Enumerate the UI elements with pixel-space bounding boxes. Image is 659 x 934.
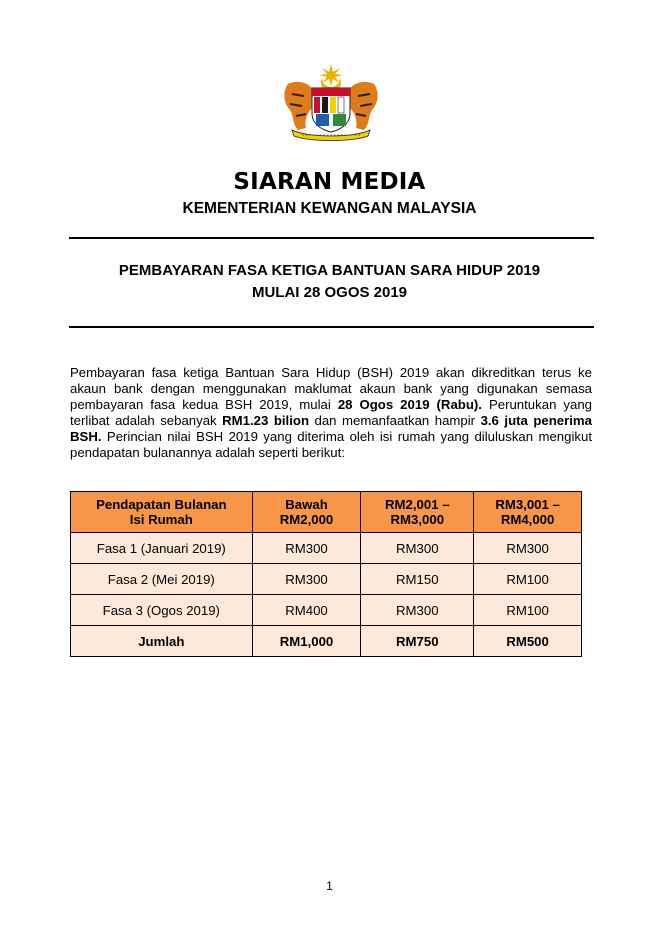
- table-header-cell: RM2,001 – RM3,000: [361, 492, 474, 533]
- headline-line-1: PEMBAYARAN FASA KETIGA BANTUAN SARA HIDUP 2019: [118, 262, 541, 279]
- body-text-2: Peruntukan yang terlibat adalah sebanyak: [70, 397, 593, 428]
- page-title: SIARAN MEDIA: [233, 169, 426, 195]
- table-cell: Jumlah: [71, 626, 253, 657]
- table-header-cell: Bawah RM2,000: [252, 492, 361, 533]
- body-text-1: Pembayaran fasa ketiga Bantuan Sara Hidup (BSH) 2019 akan dikreditkan terus ke akaun bank dengan menggunakan maklumat akaun bank yang digunakan semasa pembayaran fasa kedua BSH 2019, mulai: [70, 365, 592, 412]
- table-total-row: [71, 626, 582, 657]
- table-cell: RM150: [361, 564, 474, 595]
- headline-line-2: MULAI 28 OGOS 2019: [251, 284, 408, 301]
- table-cell: RM1,000: [252, 626, 361, 657]
- table-cell: RM100: [474, 564, 582, 595]
- table-row: [71, 595, 582, 626]
- page-number: 1: [326, 879, 333, 893]
- divider-top: [69, 237, 594, 239]
- body-text-3: dan memanfaatkan hampir: [309, 413, 481, 428]
- table-cell: RM300: [361, 533, 474, 564]
- table-cell: RM300: [474, 533, 582, 564]
- table-cell: RM400: [252, 595, 361, 626]
- body-text-4: Perincian nilai BSH 2019 yang diterima oleh isi rumah yang diluluskan mengikut pendapatan bulanannya adalah seperti berikut:: [70, 429, 592, 460]
- ministry-name: KEMENTERIAN KEWANGAN MALAYSIA: [182, 200, 477, 217]
- body-paragraph: [70, 365, 592, 461]
- table-row: [71, 564, 582, 595]
- table-header-row: [71, 492, 582, 533]
- bsh-payment-table: [70, 491, 582, 657]
- body-amount-bold: RM1.23 bilion: [222, 413, 309, 428]
- table-cell: RM300: [361, 595, 474, 626]
- table-header-cell: Pendapatan Bulanan Isi Rumah: [71, 492, 253, 533]
- body-recipients-bold: 3.6 juta penerima BSH.: [70, 413, 592, 444]
- table-row: [71, 533, 582, 564]
- coat-of-arms-icon: [278, 64, 384, 142]
- table-cell: RM750: [361, 626, 474, 657]
- table-cell: Fasa 3 (Ogos 2019): [71, 595, 253, 626]
- table-header-cell: RM3,001 – RM4,000: [474, 492, 582, 533]
- divider-bottom: [69, 326, 594, 328]
- table-cell: Fasa 1 (Januari 2019): [71, 533, 253, 564]
- table-cell: RM300: [252, 564, 361, 595]
- body-date-bold: 28 Ogos 2019 (Rabu).: [337, 397, 482, 412]
- table-cell: Fasa 2 (Mei 2019): [71, 564, 253, 595]
- table-cell: RM300: [252, 533, 361, 564]
- table-cell: RM500: [474, 626, 582, 657]
- table-cell: RM100: [474, 595, 582, 626]
